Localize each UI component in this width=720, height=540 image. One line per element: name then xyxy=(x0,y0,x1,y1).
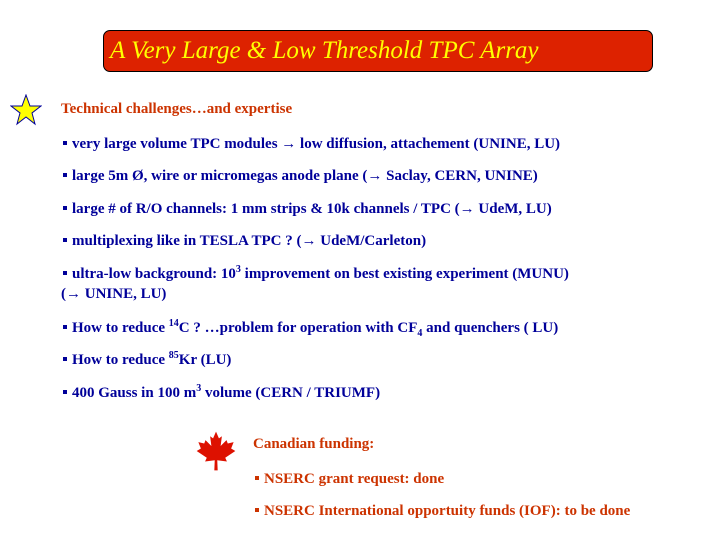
bullet-item: How to reduce $^{14}$C ? …problem for operation with $CF_4$ and quenchers ( LU) xyxy=(61,318,558,338)
bullet-marker xyxy=(63,271,67,275)
bullet-marker xyxy=(63,325,67,329)
bullet-item: ultra-low background: $10^3$ improvement on best existing experiment (MUNU) (→ UNINE, LU) xyxy=(61,264,569,302)
bullet-item: large 5m Ø, wire or micromegas anode plane (→ Saclay, CERN, UNINE) xyxy=(61,166,538,186)
bullet-marker xyxy=(63,206,67,210)
bullet-marker xyxy=(63,173,67,177)
bullet-item: very large volume TPC modules → low diffusion, attachement (UNINE, LU) xyxy=(61,134,560,154)
maple-leaf-icon xyxy=(195,430,237,472)
bullet-marker xyxy=(63,390,67,394)
funding-heading: Canadian funding: xyxy=(253,436,375,452)
bullet-item: How to reduce $^{85}$Kr (LU) xyxy=(61,350,231,370)
bullet-item: large # of R/O channels: 1 mm strips & 10k channels / TPC (→ UdeM, LU) xyxy=(61,199,552,219)
bullet-item: multiplexing like in TESLA TPC ? (→ UdeM/Carleton) xyxy=(61,231,426,251)
star-icon xyxy=(10,94,42,126)
bullet-marker xyxy=(255,476,259,480)
funding-item: NSERC grant request: done xyxy=(253,471,444,488)
bullet-marker xyxy=(63,238,67,242)
slide-title xyxy=(103,30,653,72)
bullet-marker xyxy=(63,357,67,361)
section-heading: Technical challenges…and expertise xyxy=(61,101,293,117)
slide-title-text: A Very Large & Low Threshold TPC Array xyxy=(110,37,539,64)
bullet-continuation: (→ UNINE, LU) xyxy=(61,286,167,302)
bullet-marker xyxy=(63,141,67,145)
bullet-marker xyxy=(255,508,259,512)
bullet-item: 400 Gauss in 100 $m^3$ volume (CERN / TRIUMF) xyxy=(61,383,380,403)
funding-item: NSERC International opportuity funds (IOF): to be done xyxy=(253,503,630,520)
